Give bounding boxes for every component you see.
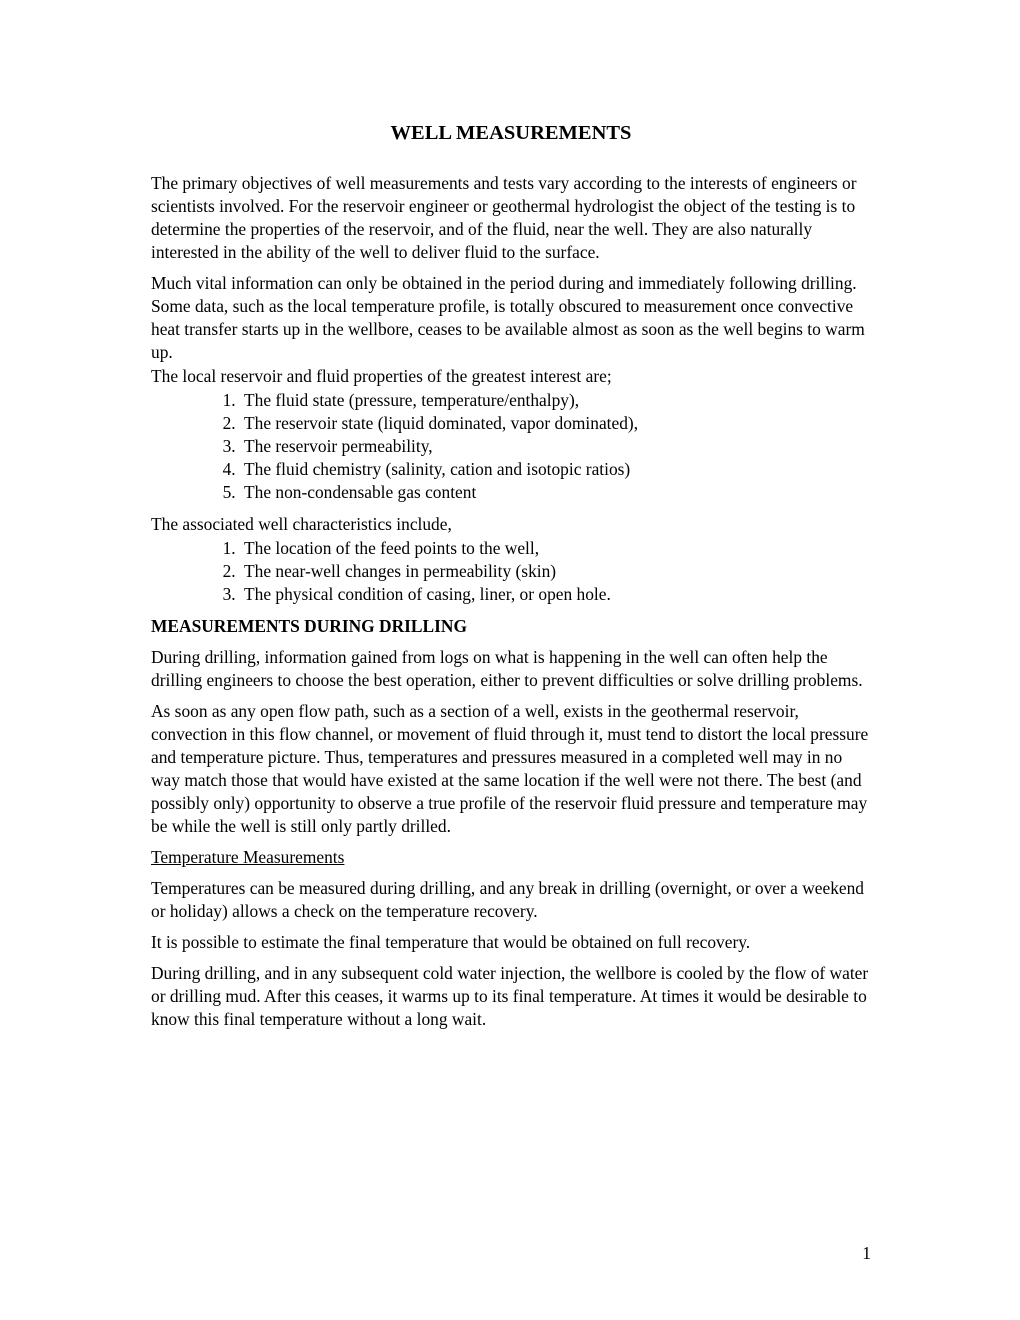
well-characteristics-list-item: 1. The location of the feed points to the well, [240, 537, 871, 560]
well-characteristics-intro: The associated well characteristics include, [151, 514, 452, 534]
properties-list [151, 389, 871, 504]
well-characteristics-list [151, 537, 871, 606]
properties-list-item: 4. The fluid chemistry (salinity, cation and isotopic ratios) [240, 458, 871, 481]
section-heading: MEASUREMENTS DURING DRILLING [151, 616, 467, 636]
properties-list-item: 3. The reservoir permeability, [240, 435, 871, 458]
subheading-temperature-measurements: Temperature Measurements [151, 847, 345, 867]
temperature-paragraph-2: It is possible to estimate the final temperature that would be obtained on full recovery. [151, 932, 751, 952]
document-title: WELL MEASUREMENTS [390, 122, 632, 144]
properties-list-item: 5. The non-condensable gas content [240, 481, 871, 504]
section-paragraph-2: As soon as any open flow path, such as a section of a well, exists in the geothermal reservoir, convection in this flow channel, or movement of fluid through it, must tend to distort the local pressure and temperature picture. Thus, temperatures and pressures measured in a completed well may in no way match those that would have existed at the same location if the well were not there. The best (and possibly only) opportunity to observe a true profile of the reservoir fluid pressure and temperature may be while the well is still only partly drilled. [151, 701, 869, 836]
properties-intro: The local reservoir and fluid properties of the greatest interest are; [151, 366, 612, 386]
page-content [151, 119, 871, 1039]
well-characteristics-list-item: 2. The near-well changes in permeability (skin) [240, 560, 871, 583]
properties-list-item: 1. The fluid state (pressure, temperature/enthalpy), [240, 389, 871, 412]
intro-paragraph-2: Much vital information can only be obtained in the period during and immediately following drilling. Some data, such as the local temperature profile, is totally obscured to measurement once convective heat transfer starts up in the wellbore, ceases to be available almost as soon as the well begins to warm up. [151, 273, 865, 362]
temperature-paragraph-1: Temperatures can be measured during drilling, and any break in drilling (overnight, or over a weekend or holiday) allows a check on the temperature recovery. [151, 878, 864, 921]
page-number: 1 [862, 1243, 871, 1263]
section-paragraph-1: During drilling, information gained from logs on what is happening in the well can often help the drilling engineers to choose the best operation, either to prevent difficulties or solve drilling problems. [151, 647, 863, 690]
intro-paragraph-1: The primary objectives of well measurements and tests vary according to the interests of engineers or scientists involved. For the reservoir engineer or geothermal hydrologist the object of the testing is to determine the properties of the reservoir, and of the fluid, near the well. They are also naturally interested in the ability of the well to deliver fluid to the surface. [151, 173, 857, 262]
temperature-paragraph-3: During drilling, and in any subsequent cold water injection, the wellbore is cooled by the flow of water or drilling mud. After this ceases, it warms up to its final temperature. At times it would be desirable to know this final temperature without a long wait. [151, 963, 869, 1029]
well-characteristics-list-item: 3. The physical condition of casing, liner, or open hole. [240, 583, 871, 606]
properties-list-item: 2. The reservoir state (liquid dominated, vapor dominated), [240, 412, 871, 435]
